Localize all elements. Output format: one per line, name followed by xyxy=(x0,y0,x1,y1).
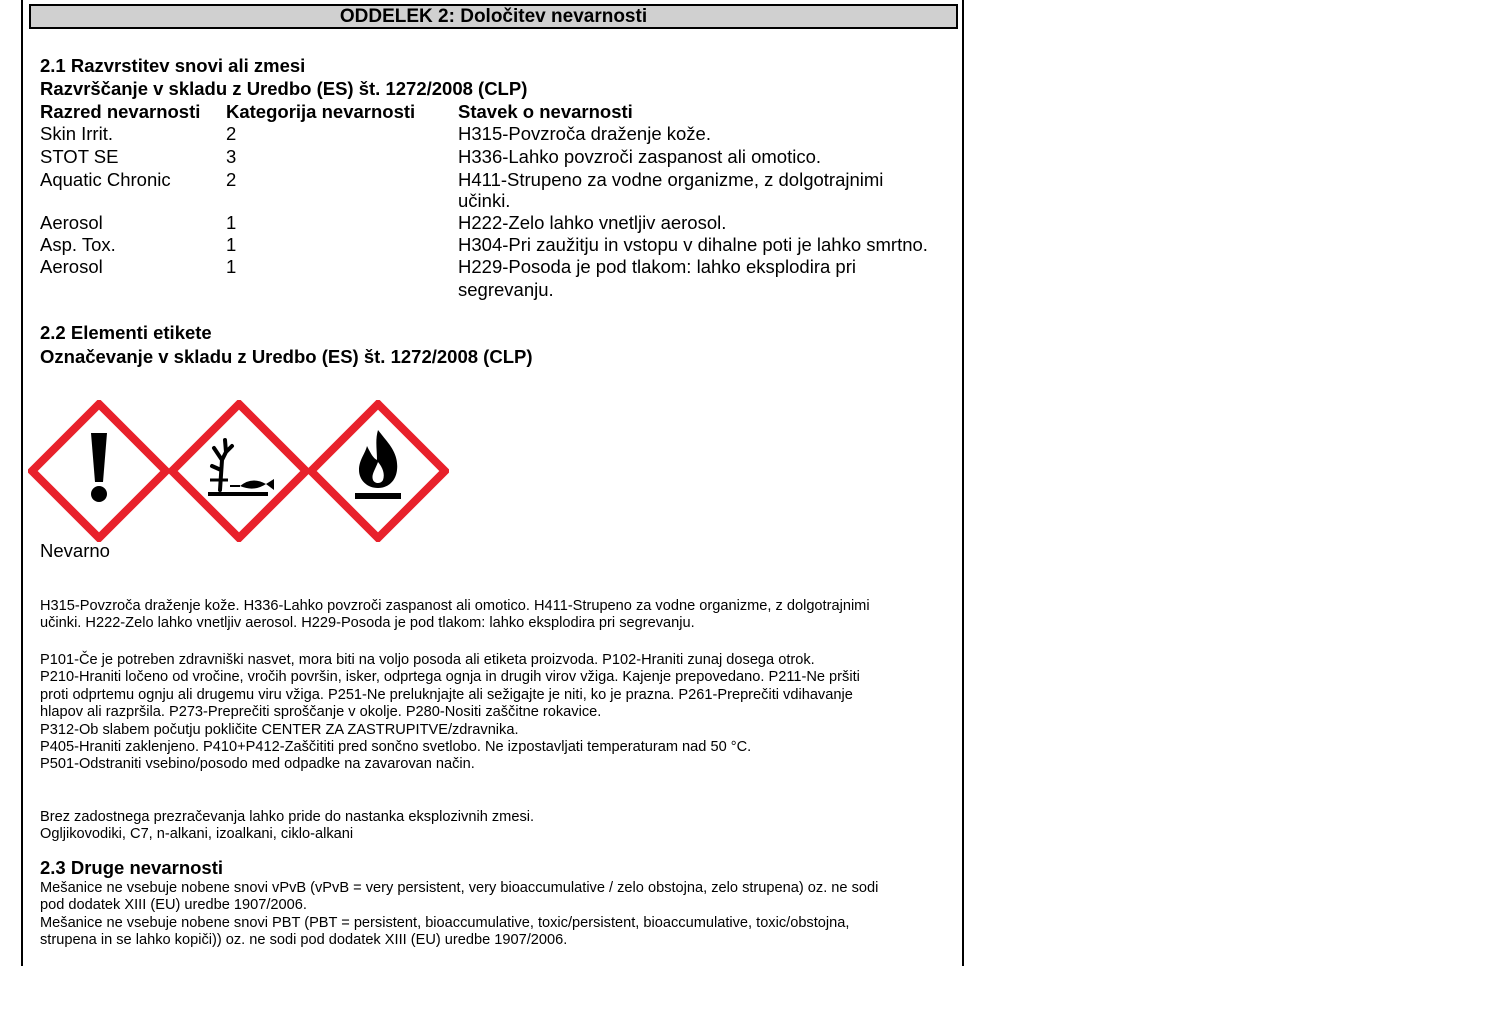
p-line: P101-Če je potreben zdravniški nasvet, mora biti na voljo posoda ali etiketa proizvoda. P102-Hraniti zunaj dosega otrok. xyxy=(40,652,815,668)
other-hazard-line: Mešanice ne vsebuje nobene snovi vPvB (vPvB = very persistent, very bioaccumulative / zelo obstojna, zelo strupena) oz. ne sodi xyxy=(40,880,879,896)
row-category: 2 xyxy=(226,169,237,190)
row-class: STOT SE xyxy=(40,146,119,167)
row-statement: H315-Povzroča draženje kože. xyxy=(458,123,711,144)
s22-title: 2.2 Elementi etikete xyxy=(40,322,212,343)
s22-subtitle: Označevanje v skladu z Uredbo (ES) št. 1272/2008 (CLP) xyxy=(40,346,533,367)
col-header-statement: Stavek o nevarnosti xyxy=(458,101,633,122)
row-statement: H229-Posoda je pod tlakom: lahko eksplodira pri xyxy=(458,256,856,277)
row-statement-cont: učinki. xyxy=(458,190,511,211)
row-statement: H336-Lahko povzroči zaspanost ali omotico. xyxy=(458,146,821,167)
h-statements xyxy=(40,598,950,633)
other-hazard-line: Mešanice ne vsebuje nobene snovi PBT (PBT = persistent, bioaccumulative, toxic/persistent, bioaccumulative, toxic/obstojna, xyxy=(40,914,850,931)
exclamation-mark-icon xyxy=(28,400,170,542)
col-header-class: Razred nevarnosti xyxy=(40,101,201,122)
p-line: proti odprtemu ognju ali drugemu viru vžiga. P251-Ne preluknjajte ali sežigajte je niti, ko je prazna. P261-Preprečiti vdihavanje xyxy=(40,686,853,703)
col-header-category: Kategorija nevarnosti xyxy=(226,101,416,122)
section-title-bar xyxy=(29,4,958,29)
row-category: 1 xyxy=(226,212,237,233)
h-line: H315-Povzroča draženje kože. H336-Lahko povzroči zaspanost ali omotico. H411-Strupeno za vodne organizme, z dolgotrajnimi xyxy=(40,598,870,614)
row-category: 2 xyxy=(226,123,237,144)
row-category: 3 xyxy=(226,146,237,167)
extra-info xyxy=(40,809,950,844)
p-line: P501-Odstraniti vsebino/posodo med odpadke na zavarovan način. xyxy=(40,756,475,773)
section-title: ODDELEK 2: Določitev nevarnosti xyxy=(339,6,648,27)
s21-title: 2.1 Razvrstitev snovi ali zmesi xyxy=(40,55,306,76)
row-class: Asp. Tox. xyxy=(40,234,116,255)
row-class: Aquatic Chronic xyxy=(40,169,171,190)
signal-word: Nevarno xyxy=(40,540,110,561)
row-statement: H304-Pri zaužitju in vstopu v dihalne poti je lahko smrtno. xyxy=(458,234,928,255)
row-category: 1 xyxy=(226,234,237,255)
other-hazard-line: strupena in se lahko kopiči)) oz. ne sodi pod dodatek XIII (EU) uredbe 1907/2006. xyxy=(40,932,568,949)
p-line: hlapov ali razpršila. P273-Preprečiti sproščanje v okolje. P280-Nositi zaščitne rokavice. xyxy=(40,704,602,721)
s23-title: 2.3 Druge nevarnosti xyxy=(40,857,224,878)
s21-subtitle: Razvrščanje v skladu z Uredbo (ES) št. 1272/2008 (CLP) xyxy=(40,78,528,99)
extra-line: Brez zadostnega prezračevanja lahko pride do nastanka eksplozivnih zmesi. xyxy=(40,809,535,825)
flame-icon xyxy=(307,400,449,542)
row-category: 1 xyxy=(226,256,237,277)
environment-icon xyxy=(168,400,310,542)
other-hazard-line: pod dodatek XIII (EU) uredbe 1907/2006. xyxy=(40,897,307,914)
h-line: učinki. H222-Zelo lahko vnetljiv aerosol. H229-Posoda je pod tlakom: lahko eksplodira pri segrevanju. xyxy=(40,615,695,632)
extra-line: Ogljikovodiki, C7, n-alkani, izoalkani, ciklo-alkani xyxy=(40,826,354,843)
row-statement: H411-Strupeno za vodne organizme, z dolgotrajnimi xyxy=(458,169,884,190)
row-class: Skin Irrit. xyxy=(40,123,113,144)
p-line: P312-Ob slabem počutju pokličite CENTER ZA ZASTRUPITVE/zdravnika. xyxy=(40,721,519,738)
p-statements xyxy=(40,652,950,774)
row-statement: H222-Zelo lahko vnetljiv aerosol. xyxy=(458,212,727,233)
row-class: Aerosol xyxy=(40,256,103,277)
p-line: P405-Hraniti zaklenjeno. P410+P412-Zaščititi pred sončno svetlobo. Ne izpostavljati temperaturam nad 50 °C. xyxy=(40,739,752,756)
p-line: P210-Hraniti ločeno od vročine, vročih površin, isker, odprtega ognja in drugih virov vžiga. Kajenje prepovedano. P211-Ne pršiti xyxy=(40,669,860,686)
row-class: Aerosol xyxy=(40,212,103,233)
row-statement-cont: segrevanju. xyxy=(458,279,554,300)
other-hazards xyxy=(40,880,950,950)
